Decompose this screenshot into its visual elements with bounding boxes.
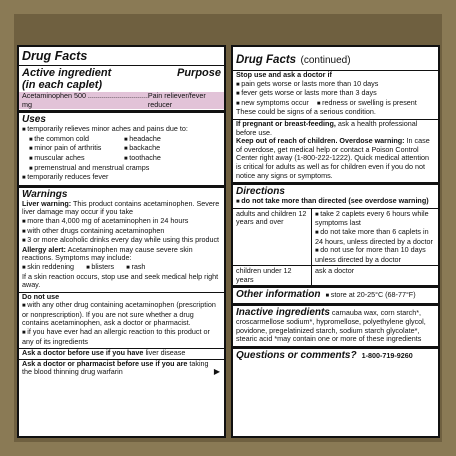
stop-use-heading: Stop use and ask a doctor if: [236, 70, 332, 79]
ingredient-purpose: Pain reliever/fever reducer: [147, 91, 206, 109]
continued-label: (continued): [300, 55, 351, 66]
ask-pharmacist-label: Ask a doctor or pharmacist before use if you are: [22, 358, 188, 368]
directions-table: [233, 208, 438, 286]
use-item: ■ temporarily reduces fever: [19, 173, 224, 183]
allergy-alert: [19, 246, 224, 263]
inactive-ingredients-text: carnauba wax, corn starch*, croscarmellose sodium*, hypromellose, polyethylene glycol, povidone, pregelatinized starch, sodium starch glycolate*, stearic acid *may contain one or more of these ingredients: [236, 308, 426, 344]
allergy-item: ■ rash: [126, 263, 145, 273]
questions-heading: Questions or comments?: [236, 349, 357, 361]
ask-pharmacist-row: [19, 360, 224, 377]
liver-warning: [19, 200, 224, 217]
allergy-item: ■ blisters: [86, 263, 114, 273]
drug-facts-title: Drug Facts: [22, 49, 88, 63]
uses-grid: [19, 135, 224, 164]
use-item: ■ backache: [124, 144, 221, 154]
other-information-heading: Other information: [236, 289, 321, 301]
warnings-heading: Warnings: [22, 188, 68, 200]
active-ingredient-row: [19, 92, 224, 109]
liver-warning-label: Liver warning:: [22, 198, 72, 208]
ask-doctor-label: Ask a doctor before use if you have: [22, 348, 144, 358]
liver-warning-text: This product contains acetaminophen. Severe liver damage may occur if you take: [22, 198, 220, 217]
stop-item: ■ fever gets worse or lasts more than 3 days: [233, 89, 438, 99]
use-item: ■ headache: [124, 135, 221, 145]
table-row: [233, 266, 438, 286]
inactive-ingredients-heading: Inactive ingredients: [236, 307, 330, 319]
use-item: ■ toothache: [124, 154, 221, 164]
allergy-after: If a skin reaction occurs, stop use and seek medical help right away.: [22, 271, 219, 290]
questions-row: [233, 349, 438, 361]
directions-heading: Directions: [236, 186, 285, 198]
direction-item: ■ do not use for more than 10 days unless directed by a doctor: [315, 246, 435, 264]
liver-item: ■ with other drugs containing acetaminophen: [19, 227, 224, 237]
directions-intro: ■ do not take more than directed (see overdose warning): [233, 197, 438, 207]
direction-item: ■ take 2 caplets every 6 hours while symptoms last: [315, 210, 435, 228]
use-item: ■ premenstrual and menstrual cramps: [19, 164, 224, 174]
drug-facts-panel-left: [17, 45, 226, 438]
ask-doctor-row: [19, 349, 224, 358]
stop-item: ■ new symptoms occur: [236, 99, 309, 109]
storage-text: ■ store at 20-25°C (68-77°F): [325, 291, 415, 301]
allergy-label: Allergy alert:: [22, 244, 66, 254]
allergy-text: Acetaminophen may cause severe skin reactions. Symptoms may include:: [22, 244, 193, 263]
do-not-use-item: ■ if you have ever had an allergic reaction to this product or any of its ingredients: [19, 328, 224, 346]
adults-label: adults and children 12 years and over: [236, 208, 307, 227]
liver-item: ■ 3 or more alcoholic drinks every day while using this product: [19, 236, 224, 246]
pregnancy-label: If pregnant or breast-feeding,: [236, 118, 336, 128]
questions-phone: 1-800-719-9260: [361, 350, 413, 360]
do-not-use-item: ■ with any other drug containing acetaminophen (prescription or nonprescription). If you are not sure whether a drug contains acetaminophen, ask a doctor or pharmacist.: [19, 301, 224, 328]
purpose-heading: Purpose: [176, 67, 221, 79]
table-row: [233, 208, 438, 266]
other-information-row: [233, 288, 438, 301]
drug-facts-continued-title: [233, 47, 438, 68]
direction-item: ■ do not take more than 6 caplets in 24 hours, unless directed by a doctor: [315, 228, 435, 246]
uses-intro: ■ temporarily relieves minor aches and pains due to:: [19, 125, 224, 135]
ingredient-name: Acetaminophen 500 mg: [22, 91, 86, 109]
keep-out-label: Keep out of reach of children. Overdose warning:: [236, 136, 405, 146]
liver-item: ■ more than 4,000 mg of acetaminophen in 24 hours: [19, 217, 224, 227]
adults-instructions: [312, 208, 439, 266]
pregnancy-warning: [233, 120, 438, 137]
keep-out-text: In case of overdose, get medical help or contact a Poison Control Center right away (1-800-222-1222). Quick medical attention is critical for adults as well as for children even if you do not notice any signs or symptoms.: [236, 136, 430, 180]
stop-item: ■ redness or swelling is present: [317, 99, 417, 109]
per-caplet-label: (in each caplet): [22, 79, 103, 91]
stop-item: ■ pain gets worse or lasts more than 10 days: [233, 80, 438, 90]
continue-arrow-icon: ▶: [213, 367, 220, 377]
use-item: ■ the common cold: [29, 135, 124, 145]
use-item: ■ muscular aches: [29, 154, 124, 164]
inactive-ingredients-row: [233, 306, 438, 344]
drug-facts-panel-right: [231, 45, 440, 438]
drug-facts-title: Drug Facts: [236, 54, 297, 66]
use-item: ■ minor pain of arthritis: [29, 144, 124, 154]
uses-heading: Uses: [22, 114, 46, 126]
stop-after: These could be signs of a serious condition.: [236, 107, 376, 117]
keep-out-warning: [233, 137, 438, 180]
ask-doctor-text: liver disease: [145, 348, 186, 358]
allergy-item: ■ skin reddening: [22, 263, 74, 273]
children-instructions: ask a doctor: [312, 266, 439, 286]
active-ingredient-heading: Active ingredient: [22, 67, 112, 79]
pregnancy-text: ask a health professional before use.: [236, 118, 418, 137]
ingredient-dots: ..............................: [87, 91, 148, 100]
children-label: children under 12 years: [233, 266, 312, 286]
ask-pharmacist-text: taking the blood thinning drug warfarin: [22, 358, 209, 377]
do-not-use-heading: Do not use: [22, 291, 60, 301]
